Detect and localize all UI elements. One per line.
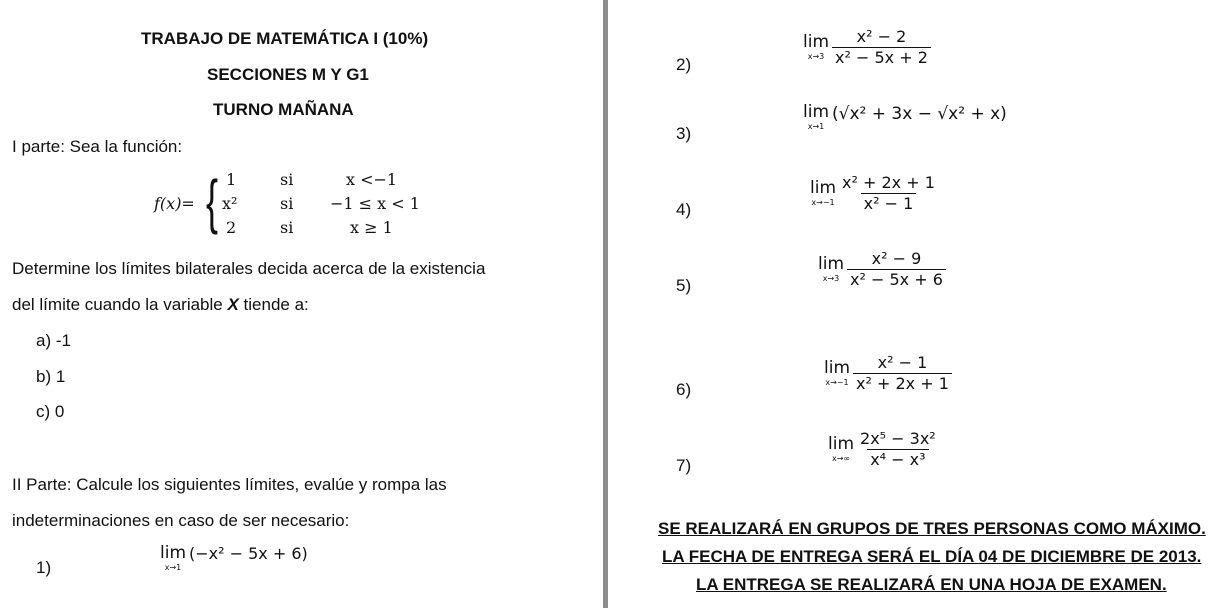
lim-subscript: x→∞ — [831, 453, 851, 463]
part1-intro: I parte: Sea la función: — [12, 137, 183, 156]
exercise-5-limit — [818, 250, 946, 288]
exercise-3-limit — [803, 104, 1007, 131]
limit-expression: (−x² − 5x + 6) — [189, 544, 308, 563]
exercise-6-limit — [824, 354, 952, 392]
denominator: x² − 5x + 2 — [832, 47, 931, 67]
instruction-line-1: Determine los límites bilaterales decida acerca de la existencia — [12, 259, 486, 278]
numerator: x² − 1 — [877, 353, 928, 372]
option-value: 0 — [54, 402, 65, 421]
piece-value-3: 2 — [226, 218, 237, 237]
exercise-2-number: 2) — [676, 55, 692, 74]
denominator: x² − 5x + 6 — [847, 269, 946, 289]
piece-cond-1: x <−1 — [346, 170, 398, 189]
limit-expression: (√x² + 3x − √x² + x) — [832, 103, 1007, 124]
option-c — [36, 402, 64, 422]
title-line-1: TRABAJO DE MATEMÁTICA I (10%) — [141, 29, 429, 48]
notice-exam-sheet: LA ENTREGA SE REALIZARÁ EN UNA HOJA DE EXAMEN. — [696, 575, 1167, 594]
option-a — [36, 331, 71, 351]
piece-value-1: 1 — [226, 170, 237, 189]
denominator: x² + 2x + 1 — [853, 373, 952, 393]
numerator: x² − 2 — [856, 27, 907, 46]
numerator: x² − 9 — [871, 249, 922, 268]
left-brace: { — [206, 168, 219, 235]
exercise-2-limit — [803, 28, 931, 66]
part2-line-2: indeterminaciones en caso de ser necesario: — [12, 511, 350, 530]
exercise-1-limit — [160, 545, 308, 572]
numerator: 2x⁵ − 3x² — [860, 429, 936, 448]
exercise-6-number: 6) — [676, 380, 692, 399]
piece-si-1: si — [280, 170, 294, 189]
function-label: f(x)= — [154, 194, 195, 213]
exercise-3-number: 3) — [676, 124, 692, 143]
lim-label: lim — [818, 253, 845, 274]
piece-si-3: si — [280, 218, 294, 237]
lim-subscript: x→3 — [807, 51, 825, 61]
denominator: x⁴ − x³ — [867, 449, 928, 469]
lim-subscript: x→1 — [807, 122, 825, 131]
instruction-line-2 — [12, 295, 309, 315]
piece-value-2: x² — [222, 194, 238, 213]
lim-subscript: x→−1 — [811, 197, 835, 207]
piece-cond-3: x ≥ 1 — [350, 218, 393, 237]
notice-groups: SE REALIZARÁ EN GRUPOS DE TRES PERSONAS COMO MÁXIMO. — [658, 519, 1206, 538]
piece-cond-2: −1 ≤ x < 1 — [330, 194, 420, 213]
part2-line-1: II Parte: Calcule los siguientes límites, evalúe y rompa las — [12, 475, 447, 494]
instruction-pre: del límite cuando la variable — [12, 295, 228, 314]
lim-label: lim — [803, 31, 830, 52]
numerator: x² + 2x + 1 — [842, 173, 935, 192]
lim-label: lim — [160, 543, 187, 563]
exercise-7-limit — [828, 430, 939, 468]
lim-subscript: x→1 — [164, 563, 182, 572]
instruction-post: tiende a: — [238, 295, 309, 314]
notice-due-date: LA FECHA DE ENTREGA SERÁ EL DÍA 04 DE DICIEMBRE DE 2013. — [662, 547, 1202, 566]
exercise-4-number: 4) — [676, 200, 692, 219]
option-label: c) — [36, 402, 51, 421]
lim-label: lim — [803, 102, 830, 122]
lim-subscript: x→3 — [822, 273, 840, 283]
option-label: a) — [36, 331, 52, 350]
exercise-4-limit — [810, 174, 938, 212]
option-b — [36, 367, 65, 387]
piece-si-2: si — [280, 194, 294, 213]
lim-label: lim — [828, 433, 855, 454]
piecewise-function — [154, 168, 424, 240]
page-divider — [603, 0, 608, 608]
title-line-2: SECCIONES M Y G1 — [207, 65, 369, 84]
denominator: x² − 1 — [861, 193, 917, 213]
lim-label: lim — [824, 357, 851, 378]
option-label: b) — [36, 367, 52, 386]
exercise-1-number: 1) — [36, 558, 52, 577]
option-value: 1 — [55, 367, 66, 386]
instruction-variable: X — [227, 295, 239, 314]
lim-label: lim — [810, 177, 837, 198]
title-line-3: TURNO MAÑANA — [213, 100, 354, 119]
lim-subscript: x→−1 — [825, 377, 849, 387]
exercise-7-number: 7) — [676, 456, 692, 475]
exercise-5-number: 5) — [676, 276, 692, 295]
option-value: -1 — [55, 331, 71, 350]
